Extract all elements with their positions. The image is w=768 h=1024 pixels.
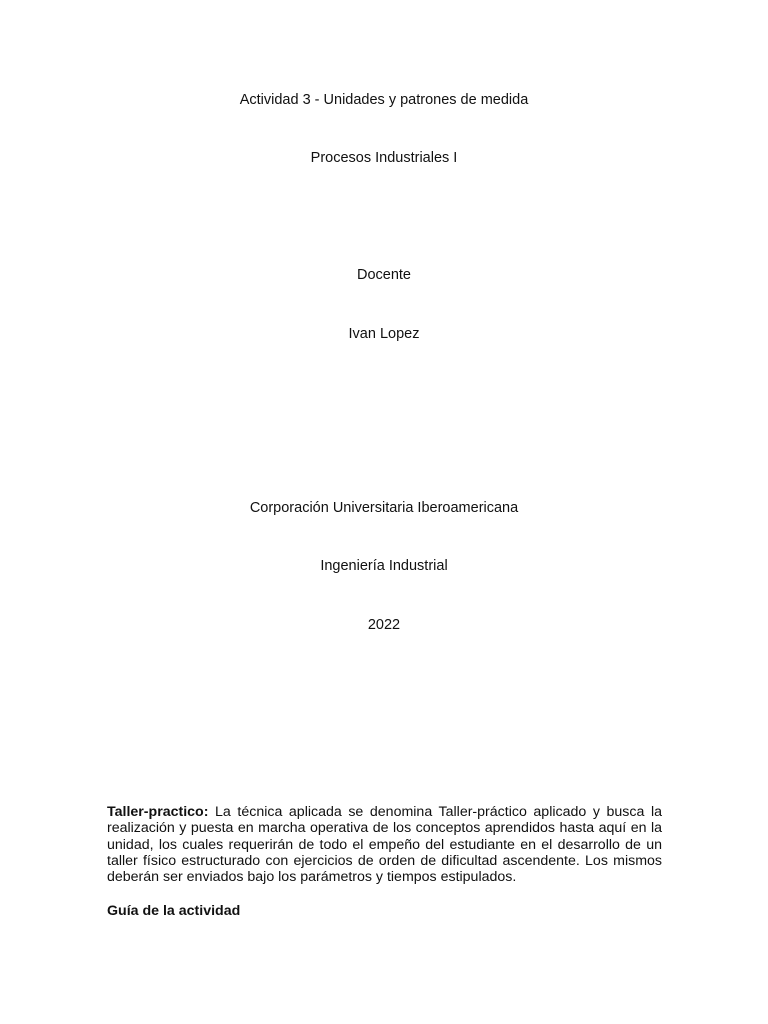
teacher-name: Ivan Lopez — [348, 326, 420, 342]
teacher-label: Docente — [356, 267, 411, 283]
workshop-paragraph-text: La técnica aplicada se denomina Taller-práctico aplicado y busca la realización y puesta en marcha operativa de los conceptos aprendidos hasta aquí en la unidad, los cuales requerirán de todo el empeño del estudiante en el desarrollo de un taller físico estructurado con ejercicios de orden de dificultad ascendente. Los mismos deberán ser enviados bajo los parámetros y tiempos estipulados. — [107, 804, 662, 886]
workshop-description — [107, 804, 662, 885]
workshop-lead-term: Taller-practico: — [107, 804, 209, 820]
course-name: Procesos Industriales I — [310, 150, 458, 166]
activity-guide-heading: Guía de la actividad — [107, 903, 241, 919]
university-name: Corporación Universitaria Iberoamericana — [249, 500, 519, 516]
program-name: Ingeniería Industrial — [320, 558, 448, 574]
year: 2022 — [367, 617, 401, 633]
activity-title: Actividad 3 - Unidades y patrones de medida — [239, 92, 529, 108]
